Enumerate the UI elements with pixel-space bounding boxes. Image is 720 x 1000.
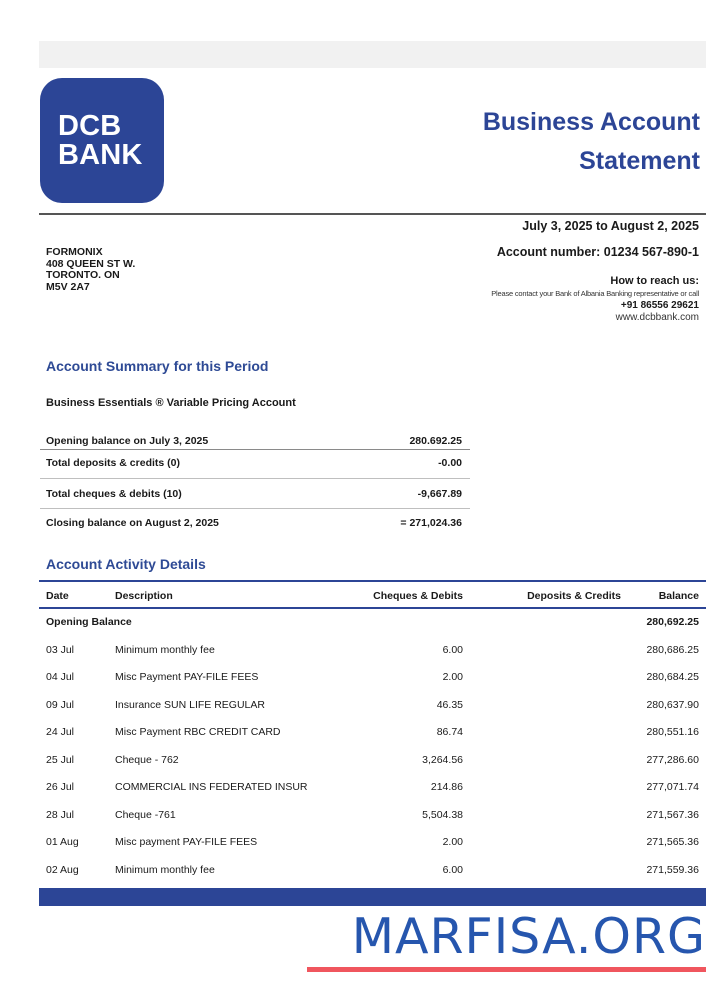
page-title (483, 103, 700, 181)
summary-row-opening (40, 433, 470, 450)
row-balance: 271,567.36 (646, 808, 699, 821)
table-row (39, 719, 706, 747)
table-row (39, 857, 706, 885)
summary-value: -0.00 (438, 457, 462, 469)
contact-title: How to reach us: (610, 275, 699, 287)
column-header-credits: Deposits & Credits (527, 590, 621, 602)
account-summary-table (40, 433, 470, 538)
row-balance: 280,551.16 (646, 726, 699, 738)
row-credit (463, 692, 621, 720)
table-row (39, 774, 706, 802)
activity-heading: Account Activity Details (46, 556, 206, 572)
row-credit (463, 857, 621, 885)
summary-label: Opening balance on July 3, 2025 (46, 435, 209, 447)
row-credit (463, 774, 621, 802)
contact-info (491, 274, 699, 324)
account-product-name: Business Essentials ® Variable Pricing Account (46, 397, 296, 409)
contact-phone: +91 86556 29621 (620, 300, 699, 311)
summary-row-closing (40, 509, 470, 538)
statement-period: July 3, 2025 to August 2, 2025 (522, 219, 699, 233)
table-row (39, 664, 706, 692)
row-balance: 271,565.36 (646, 836, 699, 848)
row-credit (463, 747, 621, 775)
row-description: Minimum monthly fee (115, 863, 215, 876)
summary-row-deposits (40, 450, 470, 479)
summary-row-debits (40, 479, 470, 509)
row-description: Cheque -761 (115, 808, 176, 821)
row-date: 26 Jul (46, 781, 75, 793)
customer-street: 408 QUEEN ST W. (46, 257, 136, 270)
row-description: COMMERCIAL INS FEDERATED INSUR (115, 781, 308, 793)
column-header-description: Description (115, 590, 173, 602)
row-credit (463, 637, 621, 665)
activity-table (39, 580, 706, 884)
contact-website-link[interactable]: www.dcbbank.com (615, 312, 699, 323)
row-balance: 271,559.36 (646, 863, 699, 876)
row-debit: 6.00 (442, 643, 463, 656)
row-balance: 277,286.60 (646, 753, 699, 766)
table-row (39, 802, 706, 830)
title-line-1: Business Account (482, 108, 700, 136)
row-debit: 3,264.56 (422, 753, 463, 766)
summary-heading: Account Summary for this Period (46, 358, 269, 374)
summary-value: 280.692.25 (409, 435, 462, 447)
row-date: 01 Aug (46, 836, 79, 848)
row-description: Misc payment PAY-FILE FEES (115, 836, 258, 848)
table-row (39, 747, 706, 775)
table-row (39, 692, 706, 720)
title-line-2: Statement (579, 147, 700, 175)
column-header-debits: Cheques & Debits (373, 590, 463, 602)
logo-line-1: DCB (58, 110, 122, 142)
summary-label: Total cheques & debits (10) (46, 488, 182, 500)
opening-balance-value: 280,692.25 (646, 616, 699, 628)
row-credit (463, 719, 621, 747)
row-credit (463, 829, 621, 857)
summary-value: -9,667.89 (417, 488, 462, 500)
bank-logo-text (58, 112, 143, 170)
opening-balance-label: Opening Balance (46, 616, 132, 628)
row-date: 28 Jul (46, 808, 75, 821)
opening-balance-row (39, 609, 706, 637)
row-date: 25 Jul (46, 753, 75, 766)
row-debit: 46.35 (436, 698, 463, 711)
row-debit: 5,504.38 (422, 808, 463, 821)
watermark-text: MARFISA.ORG (351, 908, 706, 965)
column-header-date: Date (46, 590, 69, 602)
row-balance: 280,637.90 (646, 698, 699, 711)
customer-address (46, 247, 135, 293)
row-balance: 280,684.25 (646, 671, 699, 683)
row-debit: 6.00 (442, 863, 463, 876)
column-header-balance: Balance (658, 590, 699, 602)
row-credit (463, 664, 621, 692)
row-description: Cheque - 762 (115, 753, 179, 766)
table-row (39, 637, 706, 665)
row-description: Insurance SUN LIFE REGULAR (115, 698, 265, 711)
contact-note: Please contact your Bank of Albania Banking representative or call (491, 289, 699, 298)
logo-line-2: BANK (58, 139, 143, 171)
footer-band (39, 888, 706, 906)
row-debit: 214.86 (430, 781, 463, 793)
header-divider (39, 213, 706, 215)
watermark-underline (307, 967, 706, 972)
row-date: 03 Jul (46, 643, 75, 656)
customer-name: FORMONIX (46, 246, 103, 258)
row-date: 02 Aug (46, 863, 79, 876)
summary-label: Total deposits & credits (0) (46, 457, 180, 469)
row-description: Misc Payment PAY-FILE FEES (115, 671, 259, 683)
summary-value: = 271,024.36 (400, 517, 462, 529)
row-debit: 86.74 (436, 726, 463, 738)
row-balance: 277,071.74 (646, 781, 699, 793)
summary-label: Closing balance on August 2, 2025 (46, 517, 219, 529)
row-credit (463, 802, 621, 830)
account-number: Account number: 01234 567-890-1 (496, 245, 699, 259)
row-date: 24 Jul (46, 726, 75, 738)
row-date: 04 Jul (46, 671, 75, 683)
top-band (39, 41, 706, 68)
row-description: Misc Payment RBC CREDIT CARD (115, 726, 281, 738)
row-debit: 2.00 (442, 671, 463, 683)
customer-city: TORONTO. ON (46, 269, 120, 281)
row-balance: 280,686.25 (646, 643, 699, 656)
activity-table-header (39, 580, 706, 609)
row-date: 09 Jul (46, 698, 75, 711)
customer-postal: M5V 2A7 (46, 280, 90, 293)
table-row (39, 829, 706, 857)
row-debit: 2.00 (442, 836, 463, 848)
bank-logo (40, 78, 164, 203)
row-description: Minimum monthly fee (115, 643, 215, 656)
